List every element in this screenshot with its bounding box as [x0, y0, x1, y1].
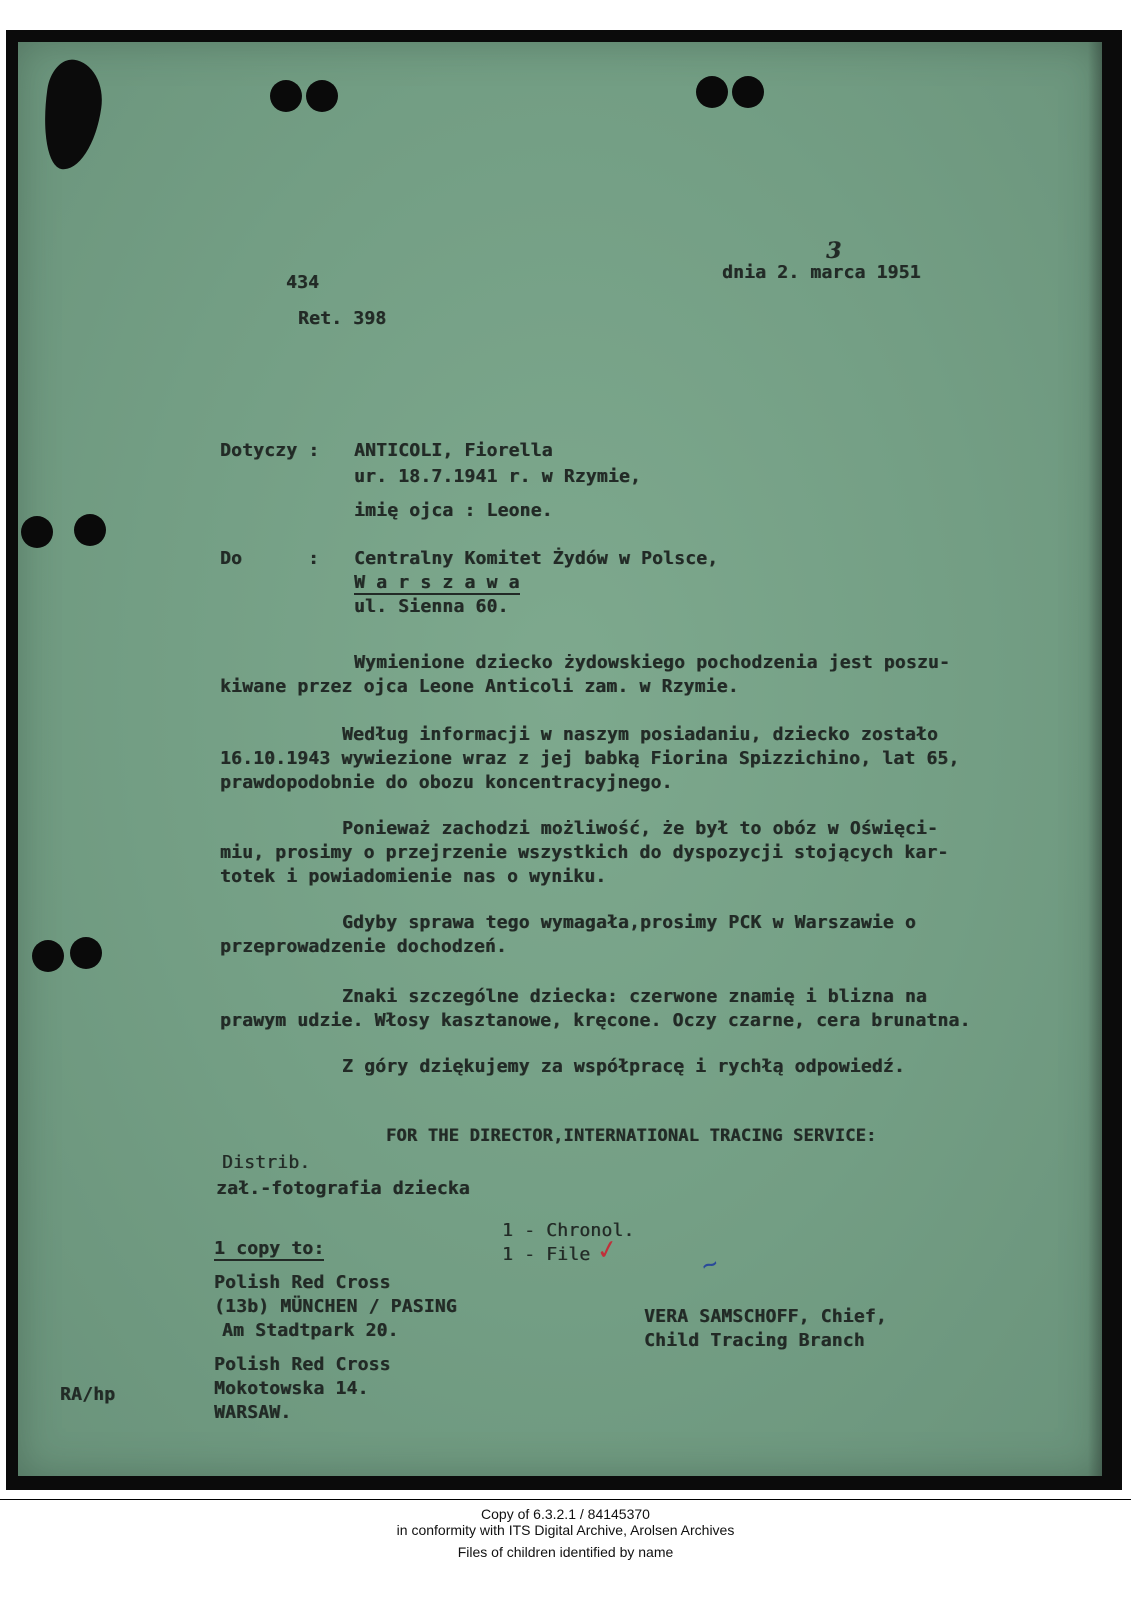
subject-label: Dotyczy : [220, 440, 320, 461]
signature-for-line: FOR THE DIRECTOR,INTERNATIONAL TRACING SERVICE: [386, 1126, 877, 1146]
body-text-line: 16.10.1943 wywiezione wraz z jej babką Fiorina Spizzichino, lat 65, [220, 748, 960, 769]
body-text-line: miu, prosimy o przejrzenie wszystkich do dyspozycji stojących kar- [220, 842, 949, 863]
body-text-line: totek i powiadomienie nas o wyniku. [220, 866, 607, 887]
typist-initials: RA/hp [60, 1384, 116, 1405]
body-text-line: Według informacji w naszym posiadaniu, dziecko zostało [342, 724, 938, 745]
punch-hole [306, 80, 338, 112]
distribution-file: 1 - File [502, 1244, 591, 1265]
copy-address-line: Polish Red Cross [214, 1272, 391, 1293]
closing-line: Z góry dziękujemy za współpracę i rychłą odpowiedź. [342, 1056, 905, 1077]
body-text-line: Znaki szczególne dziecka: czerwone znamię i blizna na [342, 986, 927, 1007]
copies-heading: 1 copy to: [214, 1238, 325, 1259]
distribution-label: Distrib. [222, 1152, 311, 1173]
document-number: 434 [286, 272, 320, 293]
subject-birth: ur. 18.7.1941 r. w Rzymie, [354, 466, 641, 487]
copy-address-line: Mokotowska 14. [214, 1378, 369, 1399]
body-text-line: Wymienione dziecko żydowskiego pochodzenia jest poszu- [354, 652, 950, 673]
recipient-city: W a r s z a w a [354, 572, 520, 593]
date-correction: 3 [826, 238, 842, 264]
distribution-chronol: 1 - Chronol. [502, 1220, 635, 1241]
enclosure-note: zał.-fotografia dziecka [216, 1178, 470, 1199]
recipient-organization: Centralny Komitet Żydów w Polsce, [354, 548, 719, 569]
body-text-line: prawdopodobnie do obozu koncentracyjnego. [220, 772, 673, 793]
body-text-line: prawym udzie. Włosy kasztanowe, kręcone. Oczy czarne, cera brunatna. [220, 1010, 971, 1031]
footer-conformity: in conformity with ITS Digital Archive, Arolsen Archives [396, 1522, 735, 1538]
body-text-line: Gdyby sprawa tego wymagała,prosimy PCK w Warszawie o [342, 912, 916, 933]
signatory-title: Child Tracing Branch [644, 1330, 865, 1351]
punch-hole [74, 514, 106, 546]
reference-number: Ret. 398 [298, 308, 387, 329]
subject-father: imię ojca : Leone. [354, 500, 553, 521]
punch-hole [32, 940, 64, 972]
punch-hole [732, 76, 764, 108]
punch-hole [70, 937, 102, 969]
recipient-street: ul. Sienna 60. [354, 596, 509, 617]
footer-copy-reference: Copy of 6.3.2.1 / 84145370 [481, 1506, 650, 1522]
recipient-label: Do [220, 548, 243, 569]
recipient-colon: : [308, 548, 320, 569]
copy-address-line: WARSAW. [214, 1402, 292, 1423]
footer-divider [0, 1499, 1131, 1500]
subject-name: ANTICOLI, Fiorella [354, 440, 553, 461]
copy-address-line: (13b) MÜNCHEN / PASING [214, 1296, 457, 1317]
punch-hole [696, 76, 728, 108]
signatory-name: VERA SAMSCHOFF, Chief, [644, 1306, 887, 1327]
body-text-line: Ponieważ zachodzi możliwość, że był to obóz w Oświęci- [342, 818, 938, 839]
document-date: dnia 2. marca 1951 [722, 262, 921, 283]
footer-collection: Files of children identified by name [457, 1544, 674, 1560]
paper-edge-shadow [1088, 42, 1102, 1476]
blue-pen-mark: ~ [697, 1248, 722, 1282]
copy-address-line: Am Stadtpark 20. [222, 1320, 399, 1341]
red-check-mark: ✓ [595, 1230, 619, 1269]
body-text-line: kiwane przez ojca Leone Anticoli zam. w Rzymie. [220, 676, 739, 697]
punch-hole [270, 80, 302, 112]
punch-hole [21, 516, 53, 548]
body-text-line: przeprowadzenie dochodzeń. [220, 936, 507, 957]
copy-address-line: Polish Red Cross [214, 1354, 391, 1375]
